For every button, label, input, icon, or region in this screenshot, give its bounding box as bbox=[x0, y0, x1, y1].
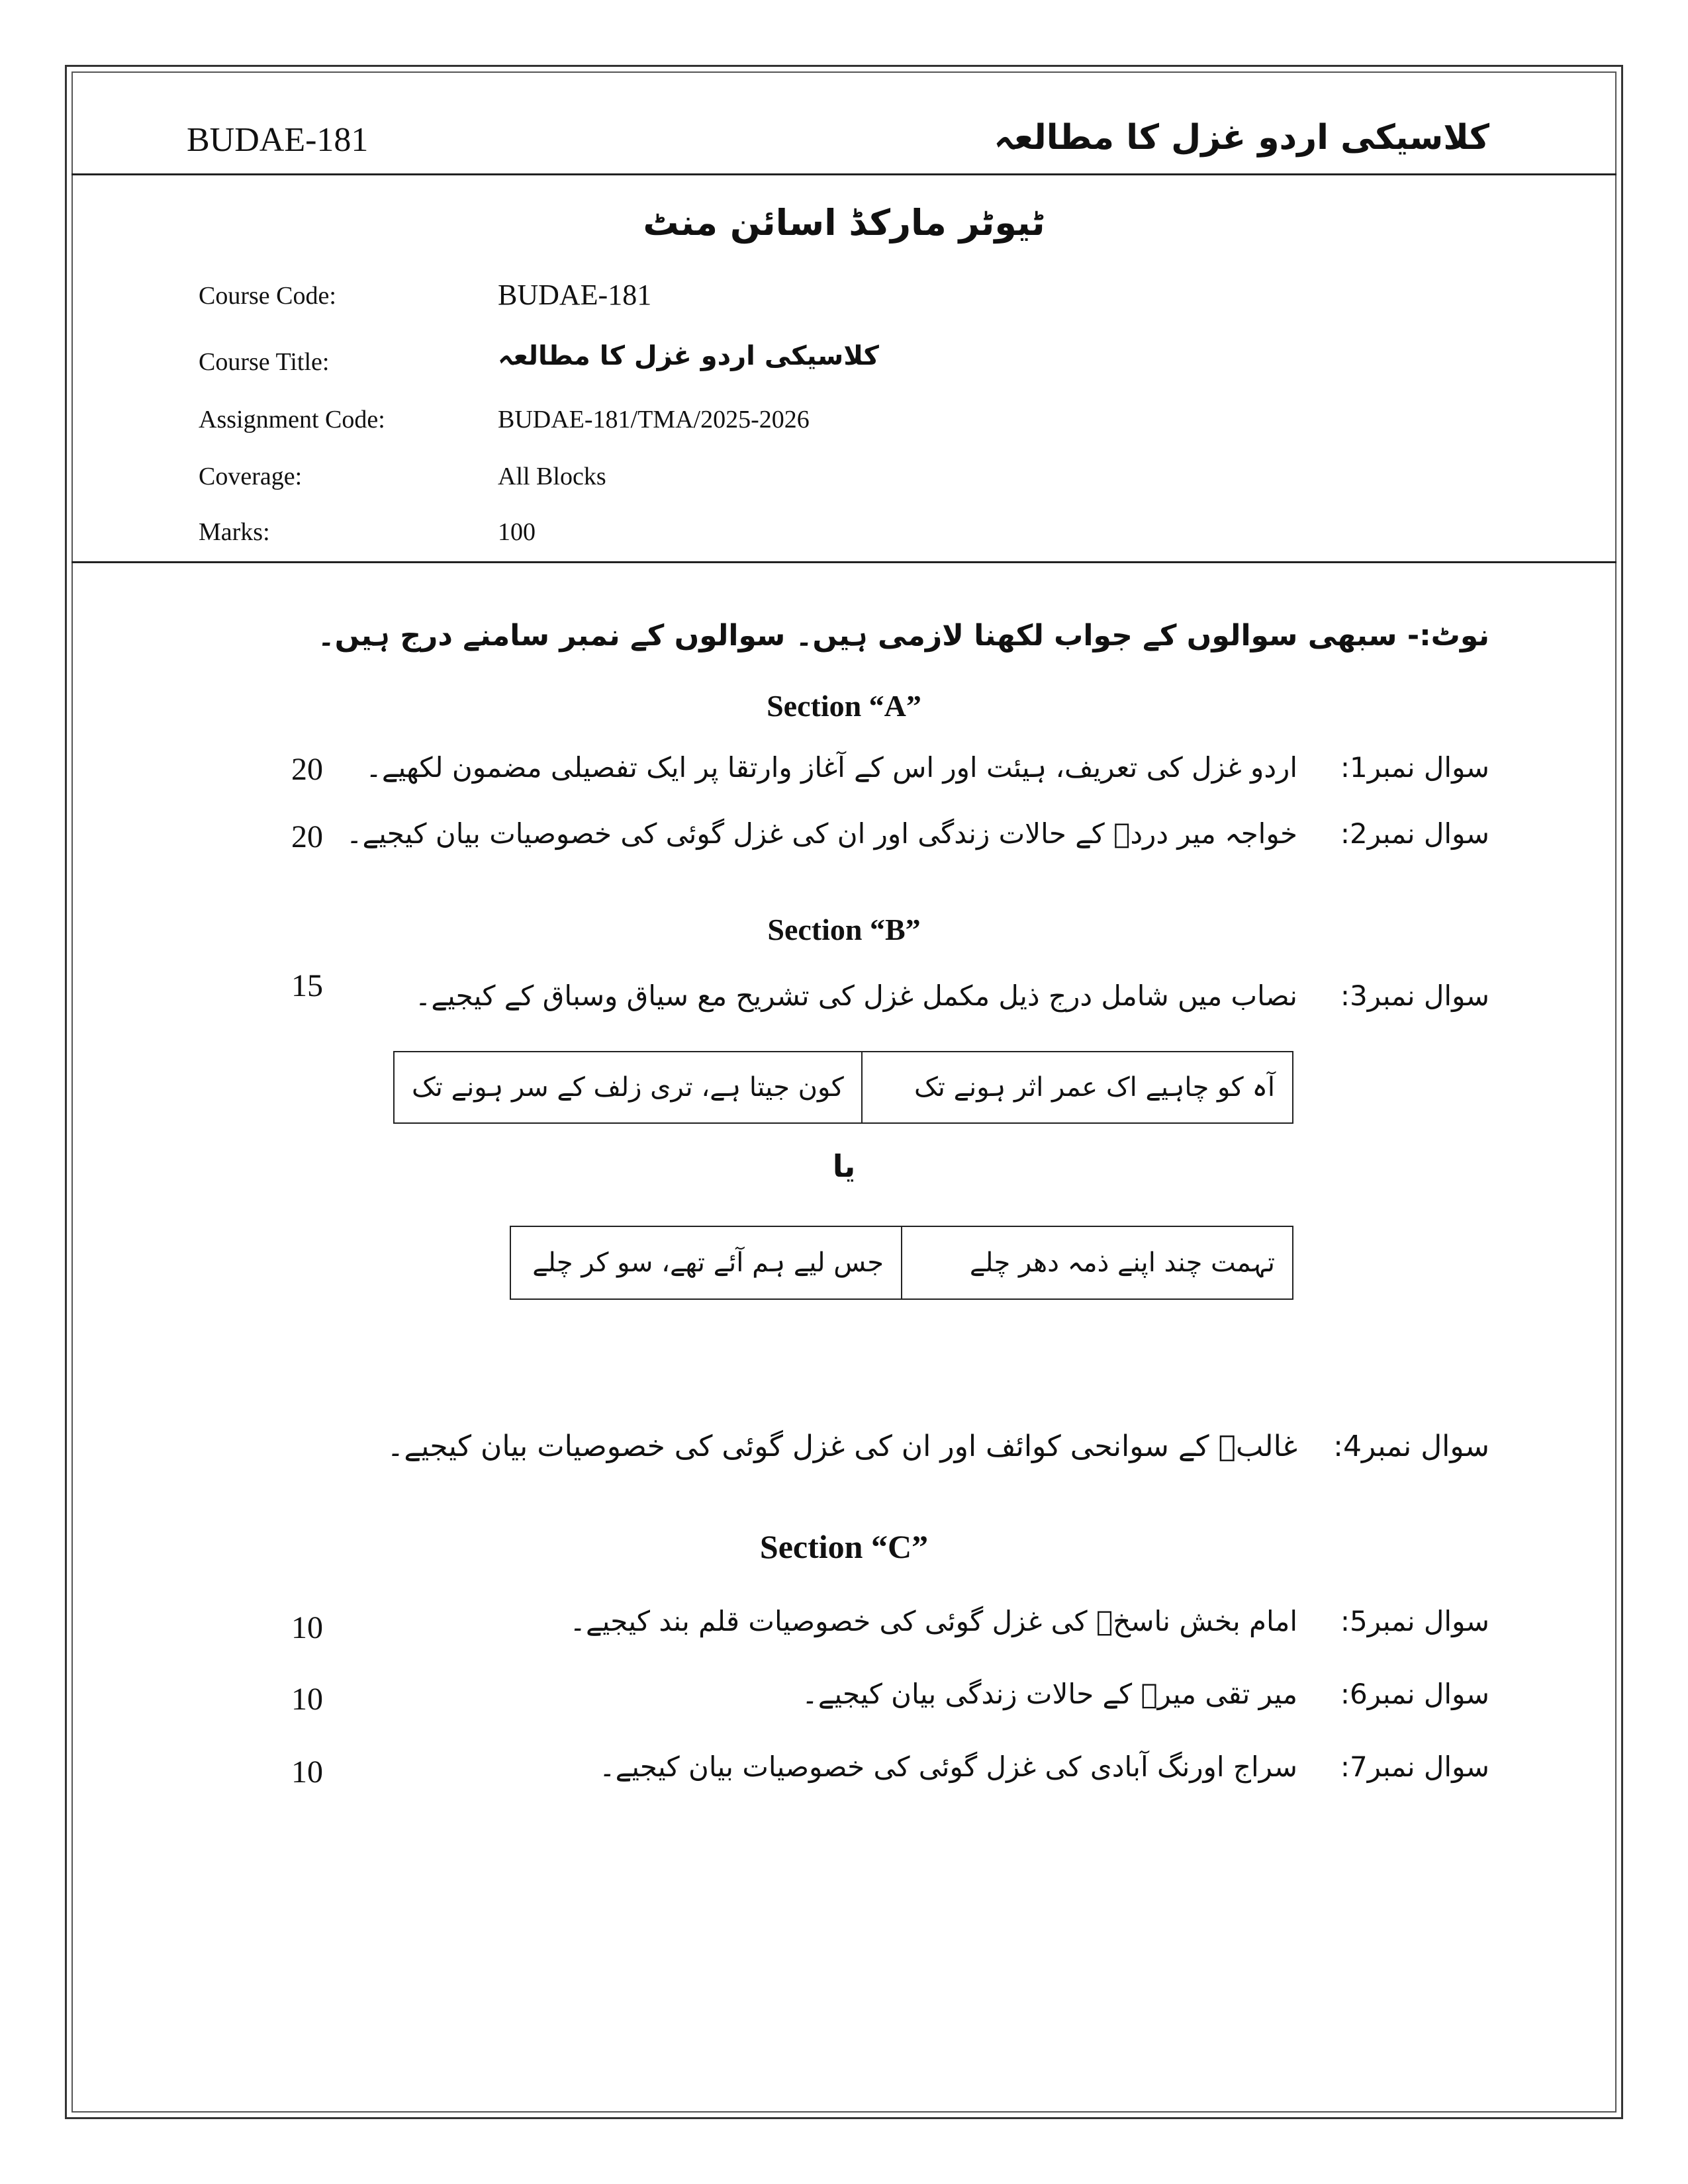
question-7-text: سراج اورنگ آبادی کی غزل گوئی کی خصوصیات بیان کیجیے۔ bbox=[598, 1751, 1297, 1783]
question-5-number: سوال نمبر5: bbox=[1340, 1605, 1489, 1637]
question-3-text: نصاب میں شامل درج ذیل مکمل غزل کی تشریح مع سیاق وسباق کے کیجیے۔ bbox=[414, 979, 1297, 1012]
section-b-heading: Section “B” bbox=[767, 913, 921, 946]
question-2-number: سوال نمبر2: bbox=[1340, 817, 1489, 850]
section-c-heading: Section “C” bbox=[759, 1528, 929, 1565]
verse-second-misra-1: تہمت چند اپنے ذمہ دھر چلے bbox=[969, 1248, 1275, 1278]
verse-second-misra-2: جس لیے ہم آئے تھے، سو کر چلے bbox=[511, 1227, 902, 1298]
meta-divider bbox=[71, 561, 1617, 563]
tma-title: ٹیوٹر مارکڈ اسائن منٹ bbox=[643, 202, 1045, 244]
instructions-note: نوٹ:- سبھی سوالوں کے جواب لکھنا لازمی ہیں۔ سوالوں کے نمبر سامنے درج ہیں۔ bbox=[317, 619, 1489, 653]
marks-value: 100 bbox=[498, 518, 536, 546]
course-code-label: Course Code: bbox=[199, 282, 336, 310]
course-title-label: Course Title: bbox=[199, 348, 330, 376]
question-6-text: میر تقی میرؔ کے حالات زندگی بیان کیجیے۔ bbox=[802, 1678, 1297, 1710]
coverage-label: Coverage: bbox=[199, 463, 303, 490]
question-3-marks: 15 bbox=[291, 968, 323, 1003]
header-course-code: BUDAE-181 bbox=[187, 121, 369, 159]
question-1-number: سوال نمبر1: bbox=[1340, 751, 1489, 784]
question-4-number: سوال نمبر4: bbox=[1333, 1430, 1489, 1463]
header-course-title: کلاسیکی اردو غزل کا مطالعہ bbox=[994, 118, 1489, 158]
question-1-marks: 20 bbox=[291, 752, 323, 787]
question-2-marks: 20 bbox=[291, 819, 323, 854]
verse-box-first bbox=[393, 1051, 1293, 1124]
verse-first-misra-1: آہ کو چاہیے اک عمر اثر ہونے تک bbox=[914, 1072, 1275, 1103]
marks-label: Marks: bbox=[199, 518, 270, 546]
verse-box-second bbox=[510, 1226, 1293, 1300]
question-4-text: غالبؔ کے سوانحی کوائف اور ان کی غزل گوئی کی خصوصیات بیان کیجیے۔ bbox=[387, 1430, 1297, 1463]
course-title-value: کلاسیکی اردو غزل کا مطالعہ bbox=[498, 341, 879, 371]
verse-first-misra-2: کون جیتا ہے، تری زلف کے سر ہونے تک bbox=[395, 1052, 863, 1122]
question-6-number: سوال نمبر6: bbox=[1340, 1678, 1489, 1710]
section-a-heading: Section “A” bbox=[767, 689, 921, 723]
course-code-value: BUDAE-181 bbox=[498, 279, 652, 311]
header-divider bbox=[71, 173, 1617, 175]
question-1-text: اردو غزل کی تعریف، ہیئت اور اس کے آغاز وارتقا پر ایک تفصیلی مضمون لکھیے۔ bbox=[365, 751, 1297, 784]
assignment-code-value: BUDAE-181/TMA/2025-2026 bbox=[498, 406, 810, 433]
question-5-text: امام بخش ناسخؔ کی غزل گوئی کی خصوصیات قلم بند کیجیے۔ bbox=[569, 1605, 1297, 1637]
question-6-marks: 10 bbox=[291, 1682, 323, 1717]
question-3-number: سوال نمبر3: bbox=[1340, 979, 1489, 1012]
question-5-marks: 10 bbox=[291, 1610, 323, 1645]
question-2-text: خواجہ میر دردؔ کے حالات زندگی اور ان کی غزل گوئی کی خصوصیات بیان کیجیے۔ bbox=[346, 817, 1297, 850]
coverage-value: All Blocks bbox=[498, 463, 606, 490]
or-separator: یا bbox=[832, 1148, 856, 1184]
question-7-number: سوال نمبر7: bbox=[1340, 1751, 1489, 1783]
question-7-marks: 10 bbox=[291, 1754, 323, 1790]
assignment-code-label: Assignment Code: bbox=[199, 406, 385, 433]
